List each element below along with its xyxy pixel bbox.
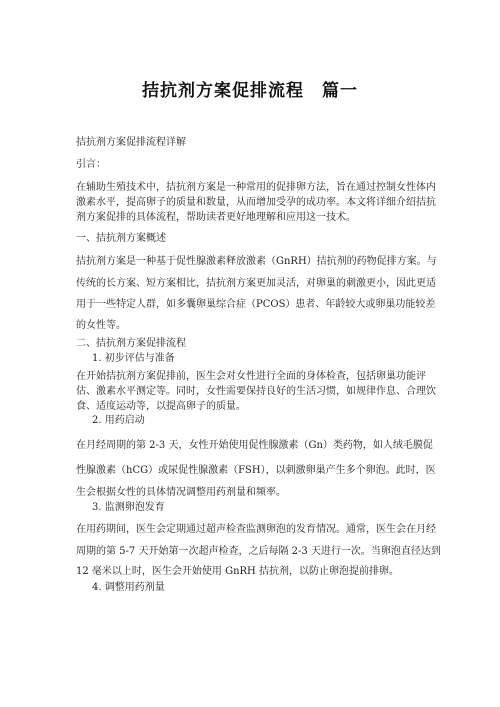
paragraph-line: 在月经周期的第 2-3 天，女性开始使用促性腺激素（Gn）类药物，如人绒毛膜促	[76, 440, 433, 451]
paragraph-line: 在开始拮抗剂方案促排前，医生会对女性进行全面的身体检查，包括卵巢功能评	[76, 371, 426, 382]
step-heading: 1. 初步评估与准备	[92, 353, 175, 364]
paragraph-line: 在用药期间，医生会定期通过超声检查监测卵泡的发育情况。通常，医生会在月经	[76, 524, 436, 535]
paragraph-line: 激素水平，提高卵子的质量和数量，从而增加受孕的成功率。本文将详细介绍拮抗	[76, 197, 436, 208]
step-heading: 3. 监测卵泡发育	[92, 502, 165, 513]
paragraph-line: 在辅助生殖技术中，拮抗剂方案是一种常用的促排卵方法，旨在通过控制女性体内	[76, 182, 436, 193]
paragraph-line: 食、适度运动等，以提高卵子的质量。	[76, 401, 246, 412]
step-heading: 4. 调整用药剂量	[92, 582, 165, 593]
section-heading: 二、拮抗剂方案促排流程	[76, 338, 186, 349]
intro-heading: 引言：	[76, 159, 106, 170]
paragraph-line: 周期的第 5-7 天开始第一次超声检查，之后每隔 2-3 天进行一次。当卵泡直径达到	[76, 546, 441, 557]
paragraph-line: 拮抗剂方案是一种基于促性腺激素释放激素（GnRH）拮抗剂的药物促排方案。与	[76, 256, 437, 267]
paragraph-line: 用于一些特定人群，如多囊卵巢综合症（PCOS）患者、年龄较大或卵巢功能较差	[76, 299, 436, 310]
paragraph-line: 剂方案促排的具体流程，帮助读者更好地理解和应用这一技术。	[76, 212, 356, 223]
paragraph-line: 传统的长方案、短方案相比，拮抗剂方案更加灵活，对卵巢的刺激更小，因此更适	[76, 278, 436, 289]
paragraph-line: 的女性等。	[76, 320, 126, 331]
step-heading: 2. 用药启动	[92, 415, 145, 426]
subtitle-line: 拮抗剂方案促排流程详解	[76, 137, 186, 148]
document-title: 拮抗剂方案促排流程 篇一	[142, 81, 358, 101]
paragraph-line: 性腺激素（hCG）或尿促性腺激素（FSH），以刺激卵巢产生多个卵泡。此时，医	[76, 465, 436, 476]
paragraph-line: 生会根据女性的具体情况调整用药剂量和频率。	[76, 487, 286, 498]
paragraph-line: 12 毫米以上时，医生会开始使用 GnRH 拮抗剂，以防止卵泡提前排卵。	[76, 566, 399, 577]
paragraph-line: 估、激素水平测定等。同时，女性需要保持良好的生活习惯，如规律作息、合理饮	[76, 386, 436, 397]
section-heading: 一、拮抗剂方案概述	[76, 233, 166, 244]
